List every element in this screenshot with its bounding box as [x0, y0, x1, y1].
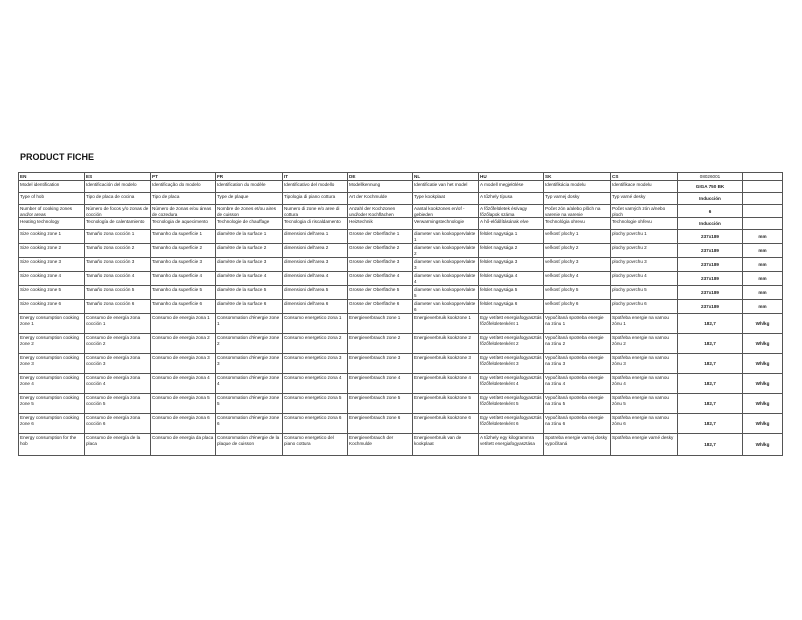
label-cell: Size cooking zone 4: [19, 272, 85, 286]
table-row: [19, 286, 783, 300]
label-cell: Identificación del modelo: [85, 181, 151, 193]
label-cell: Consommation d'énergie zone 4: [216, 374, 283, 394]
label-cell: Consumo de energía de la placa: [85, 434, 151, 456]
label-cell: Grosse der Oberfläche 1: [348, 230, 413, 244]
label-cell: Energieverbruik kookzone 5: [413, 394, 479, 414]
label-cell: felület nagysága 5: [479, 286, 544, 300]
label-cell: Spotřeba energie na varnou zónu 1: [611, 314, 678, 334]
label-cell: Spotreba energie varnej dosky vypočítaná: [544, 434, 611, 456]
table-row: [19, 230, 783, 244]
label-cell: Tipologia di piano cottura: [283, 193, 348, 205]
label-cell: Tamanho da superficie 2: [151, 244, 216, 258]
label-cell: dimensioni dell'area 4: [283, 272, 348, 286]
label-cell: Energy consumption cooking zone 5: [19, 394, 85, 414]
value-cell: 182,7: [678, 354, 743, 374]
label-cell: Consommation d'énergie zone 2: [216, 334, 283, 354]
label-cell: Consumo de energía zona cocción 6: [85, 414, 151, 434]
table-row: [19, 205, 783, 218]
label-cell: Tamaño zona cocción 1: [85, 230, 151, 244]
label-cell: Consumo energetico zona 1: [283, 314, 348, 334]
label-cell: Grosse der Oberfläche 3: [348, 258, 413, 272]
label-cell: Consumo de energia zona 6: [151, 414, 216, 434]
label-cell: Egy vetített energiafogyasztás főzőfelületenként 2: [479, 334, 544, 354]
label-cell: Consumo de energia zona 2: [151, 334, 216, 354]
label-cell: Spotřeba energie varné desky: [611, 434, 678, 456]
column-header: PT: [151, 173, 216, 181]
label-cell: Identificatie van het model: [413, 181, 479, 193]
label-cell: Typ varné desky: [611, 193, 678, 205]
label-cell: Energieverbruik kookzone 3: [413, 354, 479, 374]
label-cell: Tamanho da superficie 6: [151, 300, 216, 314]
table-row: [19, 258, 783, 272]
label-cell: Technológia ohrevu: [544, 218, 611, 230]
label-cell: A hő-előállításának elve: [479, 218, 544, 230]
label-cell: plochy povrchu 1: [611, 230, 678, 244]
label-cell: veľkosť plochy 3: [544, 258, 611, 272]
unit-cell: mm: [743, 300, 783, 314]
label-cell: Tipo de placa de cocina: [85, 193, 151, 205]
label-cell: Size cooking zone 3: [19, 258, 85, 272]
table-row: [19, 374, 783, 394]
label-cell: Tecnologia de aquecimento: [151, 218, 216, 230]
label-cell: Consumo de energia zona 4: [151, 374, 216, 394]
label-cell: diamètre de la surface 5: [216, 286, 283, 300]
table-row: [19, 394, 783, 414]
label-cell: Tecnología de calentamiento: [85, 218, 151, 230]
label-cell: Vypočítaná spotreba energie na zónu 3: [544, 354, 611, 374]
label-cell: Grosse der Oberfläche 6: [348, 300, 413, 314]
label-cell: felület nagysága 6: [479, 300, 544, 314]
table-row: [19, 181, 783, 193]
label-cell: Art der Kochmulde: [348, 193, 413, 205]
page-title: PRODUCT FICHE: [20, 152, 94, 162]
value-cell: 6: [678, 205, 743, 218]
label-cell: Energieverbruik kookzone 1: [413, 314, 479, 334]
unit-cell: [743, 205, 783, 218]
table-row: [19, 300, 783, 314]
value-cell: Inducción: [678, 218, 743, 230]
label-cell: veľkosť plochy 2: [544, 244, 611, 258]
label-cell: Energieverbruik kookzone 2: [413, 334, 479, 354]
unit-cell: mm: [743, 272, 783, 286]
unit-cell: [743, 181, 783, 193]
label-cell: Vypočítaná spotreba energie na zónu 1: [544, 314, 611, 334]
label-cell: Grosse der Oberfläche 5: [348, 286, 413, 300]
product-code: 08026001: [678, 173, 743, 181]
label-cell: diameter van kookoppervlakte 4: [413, 272, 479, 286]
label-cell: Número de zonas e/ou áreas de cozedura: [151, 205, 216, 218]
label-cell: Energieverbrauch zone 2: [348, 334, 413, 354]
label-cell: diameter van kookoppervlakte 6: [413, 300, 479, 314]
label-cell: Consumo energetico zona 5: [283, 394, 348, 414]
label-cell: felület nagysága 4: [479, 272, 544, 286]
label-cell: dimensioni dell'area 5: [283, 286, 348, 300]
label-cell: Grosse der Oberfläche 4: [348, 272, 413, 286]
label-cell: diamètre de la surface 3: [216, 258, 283, 272]
label-cell: Size cooking zone 2: [19, 244, 85, 258]
unit-cell: Wh/kg: [743, 414, 783, 434]
table-row: [19, 193, 783, 205]
label-cell: Tecnologia di riscaldamento: [283, 218, 348, 230]
label-cell: Tamanho da superficie 5: [151, 286, 216, 300]
label-cell: Consumo energetico zona 6: [283, 414, 348, 434]
label-cell: Model identification: [19, 181, 85, 193]
label-cell: Energieverbrauch der Kochmulde: [348, 434, 413, 456]
label-cell: Heiztechnik: [348, 218, 413, 230]
label-cell: Vypočítaná spotreba energie na zónu 6: [544, 414, 611, 434]
label-cell: Spotřeba energie na varnou zónu 5: [611, 394, 678, 414]
label-cell: Egy vetített energiafogyasztás főzőfelületenként 1: [479, 314, 544, 334]
label-cell: Consumo energetico zona 3: [283, 354, 348, 374]
label-cell: dimensioni dell'area 3: [283, 258, 348, 272]
value-cell: 182,7: [678, 374, 743, 394]
label-cell: Energieverbrauch zone 3: [348, 354, 413, 374]
label-cell: Tamanho da superficie 1: [151, 230, 216, 244]
label-cell: Verwarmingstechnologie: [413, 218, 479, 230]
label-cell: Vypočítaná spotreba energie na zónu 5: [544, 394, 611, 414]
label-cell: Spotřeba energie na varnou zónu 4: [611, 374, 678, 394]
label-cell: Consumo de energia da placa: [151, 434, 216, 456]
label-cell: Energieverbruik kookzone 6: [413, 414, 479, 434]
column-header: IT: [283, 173, 348, 181]
label-cell: Type kookplaat: [413, 193, 479, 205]
column-header: SK: [544, 173, 611, 181]
label-cell: Consumo de energía zona cocción 4: [85, 374, 151, 394]
label-cell: Spotřeba energie na varnou zónu 6: [611, 414, 678, 434]
label-cell: Vypočítaná spotreba energie na zónu 4: [544, 374, 611, 394]
label-cell: Energy consumption cooking zone 4: [19, 374, 85, 394]
label-cell: diameter van kookoppervlakte 2: [413, 244, 479, 258]
unit-cell: [743, 218, 783, 230]
label-cell: dimensioni dell'area 6: [283, 300, 348, 314]
label-cell: Identificativo del modello: [283, 181, 348, 193]
label-cell: A főzőfelületek és/vagy főzőlapok száma: [479, 205, 544, 218]
label-cell: Modellkennung: [348, 181, 413, 193]
column-header: NL: [413, 173, 479, 181]
label-cell: Consumo de energia zona 5: [151, 394, 216, 414]
table-row: [19, 218, 783, 230]
label-cell: diamètre de la surface 1: [216, 230, 283, 244]
column-header: CS: [611, 173, 678, 181]
label-cell: felület nagysága 3: [479, 258, 544, 272]
label-cell: Energieverbruik van de kookplaat: [413, 434, 479, 456]
value-cell: 182,7: [678, 434, 743, 456]
label-cell: plochy povrchu 4: [611, 272, 678, 286]
value-cell: 182,7: [678, 414, 743, 434]
label-cell: Size cooking zone 6: [19, 300, 85, 314]
label-cell: Tamanho da superficie 3: [151, 258, 216, 272]
label-cell: diameter van kookoppervlakte 1: [413, 230, 479, 244]
unit-cell: Wh/kg: [743, 394, 783, 414]
table-header-row: [19, 173, 783, 181]
label-cell: plochy povrchu 2: [611, 244, 678, 258]
label-cell: Energy consumption cooking zone 3: [19, 354, 85, 374]
label-cell: Tamanho da superficie 4: [151, 272, 216, 286]
label-cell: Number of cooking zones and/or areas: [19, 205, 85, 218]
label-cell: Size cooking zone 1: [19, 230, 85, 244]
label-cell: Heating technology: [19, 218, 85, 230]
label-cell: Spotřeba energie na varnou zónu 3: [611, 354, 678, 374]
label-cell: Identificação do modelo: [151, 181, 216, 193]
column-header: DE: [348, 173, 413, 181]
label-cell: veľkosť plochy 4: [544, 272, 611, 286]
unit-cell: mm: [743, 244, 783, 258]
label-cell: felület nagysága 1: [479, 230, 544, 244]
label-cell: Número de focos y/o zonas de cocción: [85, 205, 151, 218]
column-header: HU: [479, 173, 544, 181]
label-cell: Tamaño zona cocción 4: [85, 272, 151, 286]
label-cell: A modell megjelölése: [479, 181, 544, 193]
label-cell: Tamaño zona cocción 5: [85, 286, 151, 300]
label-cell: plochy povrchu 3: [611, 258, 678, 272]
unit-cell: mm: [743, 258, 783, 272]
label-cell: Energieverbrauch zone 5: [348, 394, 413, 414]
column-header: EN: [19, 173, 85, 181]
label-cell: Consumo de energía zona cocción 1: [85, 314, 151, 334]
label-cell: Tamaño zona cocción 3: [85, 258, 151, 272]
label-cell: diameter van kookoppervlakte 5: [413, 286, 479, 300]
label-cell: Numero di zone e/o aree di cottura: [283, 205, 348, 218]
label-cell: Technologie de chauffage: [216, 218, 283, 230]
label-cell: Počet varných zón a/nebo ploch: [611, 205, 678, 218]
label-cell: Anzahl der Kochzonen und/oder Kochflächen: [348, 205, 413, 218]
unit-cell: Wh/kg: [743, 314, 783, 334]
label-cell: Type de plaque: [216, 193, 283, 205]
label-cell: plochy povrchu 5: [611, 286, 678, 300]
value-cell: GIGA 750 BK: [678, 181, 743, 193]
column-header: [743, 173, 783, 181]
label-cell: veľkosť plochy 6: [544, 300, 611, 314]
value-cell: 182,7: [678, 394, 743, 414]
unit-cell: Wh/kg: [743, 434, 783, 456]
column-header: ES: [85, 173, 151, 181]
label-cell: Identification du modèle: [216, 181, 283, 193]
unit-cell: Wh/kg: [743, 354, 783, 374]
table-row: [19, 272, 783, 286]
label-cell: A tűzhely típusa: [479, 193, 544, 205]
value-cell: 237x189: [678, 244, 743, 258]
label-cell: Consumo de energia zona 3: [151, 354, 216, 374]
unit-cell: [743, 193, 783, 205]
table-row: [19, 434, 783, 456]
column-header: FR: [216, 173, 283, 181]
label-cell: diamètre de la surface 2: [216, 244, 283, 258]
label-cell: Aantal kookzones en/of -gebieden: [413, 205, 479, 218]
label-cell: Size cooking zone 5: [19, 286, 85, 300]
value-cell: 237x189: [678, 272, 743, 286]
label-cell: Energy consumption for the hob: [19, 434, 85, 456]
label-cell: Tipo de placa: [151, 193, 216, 205]
table-row: [19, 314, 783, 334]
label-cell: Consumo de energia zona 1: [151, 314, 216, 334]
unit-cell: mm: [743, 230, 783, 244]
label-cell: Consommation d'énergie de la plaque de cuisson: [216, 434, 283, 456]
label-cell: dimensioni dell'area 1: [283, 230, 348, 244]
unit-cell: mm: [743, 286, 783, 300]
label-cell: A tűzhely egy kilogrammra vetített energiafogyasztása: [479, 434, 544, 456]
label-cell: Energy consumption cooking zone 2: [19, 334, 85, 354]
label-cell: Egy vetített energiafogyasztás főzőfelületenként 4: [479, 374, 544, 394]
product-fiche-table: [18, 172, 783, 456]
table-row: [19, 244, 783, 258]
label-cell: Grosse der Oberfläche 2: [348, 244, 413, 258]
label-cell: plochy povrchu 6: [611, 300, 678, 314]
label-cell: Consumo de energía zona cocción 5: [85, 394, 151, 414]
value-cell: Inducción: [678, 193, 743, 205]
label-cell: Nombre de zones et/ou aires de cuisson: [216, 205, 283, 218]
value-cell: 182,7: [678, 334, 743, 354]
label-cell: Type of hob: [19, 193, 85, 205]
label-cell: Energieverbrauch zone 1: [348, 314, 413, 334]
value-cell: 237x189: [678, 286, 743, 300]
label-cell: Identifikácia modelu: [544, 181, 611, 193]
table-row: [19, 414, 783, 434]
label-cell: Consumo de energía zona cocción 2: [85, 334, 151, 354]
unit-cell: Wh/kg: [743, 374, 783, 394]
label-cell: Spotřeba energie na varnou zónu 2: [611, 334, 678, 354]
value-cell: 237x189: [678, 230, 743, 244]
label-cell: veľkosť plochy 1: [544, 230, 611, 244]
label-cell: Egy vetített energiafogyasztás főzőfelületenként 5: [479, 394, 544, 414]
label-cell: Consumo de energía zona cocción 3: [85, 354, 151, 374]
label-cell: Tamaño zona cocción 2: [85, 244, 151, 258]
label-cell: Technologie ohřevu: [611, 218, 678, 230]
label-cell: dimensioni dell'area 2: [283, 244, 348, 258]
label-cell: Egy vetített energiafogyasztás főzőfelületenként 3: [479, 354, 544, 374]
label-cell: diamètre de la surface 4: [216, 272, 283, 286]
label-cell: Počet zón a/alebo plôch na varenie na varenie: [544, 205, 611, 218]
label-cell: Vypočítaná spotreba energie na zónu 2: [544, 334, 611, 354]
label-cell: Consumo energetico del piano cottura: [283, 434, 348, 456]
label-cell: veľkosť plochy 5: [544, 286, 611, 300]
label-cell: Energieverbrauch zone 4: [348, 374, 413, 394]
value-cell: 237x189: [678, 258, 743, 272]
label-cell: diameter van kookoppervlakte 3: [413, 258, 479, 272]
label-cell: Tamaño zona cocción 6: [85, 300, 151, 314]
label-cell: Energy consumption cooking zone 1: [19, 314, 85, 334]
label-cell: Energy consumption cooking zone 6: [19, 414, 85, 434]
label-cell: Typ varnej dosky: [544, 193, 611, 205]
label-cell: Identifikace modelu: [611, 181, 678, 193]
label-cell: Consumo energetico zona 4: [283, 374, 348, 394]
value-cell: 182,7: [678, 314, 743, 334]
table-row: [19, 334, 783, 354]
label-cell: Consommation d'énergie zone 3: [216, 354, 283, 374]
label-cell: Consumo energetico zona 2: [283, 334, 348, 354]
label-cell: diamètre de la surface 6: [216, 300, 283, 314]
table-row: [19, 354, 783, 374]
label-cell: Energieverbrauch zone 6: [348, 414, 413, 434]
unit-cell: Wh/kg: [743, 334, 783, 354]
label-cell: felület nagysága 2: [479, 244, 544, 258]
label-cell: Consommation d'énergie zone 5: [216, 394, 283, 414]
label-cell: Consommation d'énergie zone 1: [216, 314, 283, 334]
value-cell: 237x189: [678, 300, 743, 314]
label-cell: Egy vetített energiafogyasztás főzőfelületenként 6: [479, 414, 544, 434]
label-cell: Consommation d'énergie zone 6: [216, 414, 283, 434]
label-cell: Energieverbruik kookzone 4: [413, 374, 479, 394]
